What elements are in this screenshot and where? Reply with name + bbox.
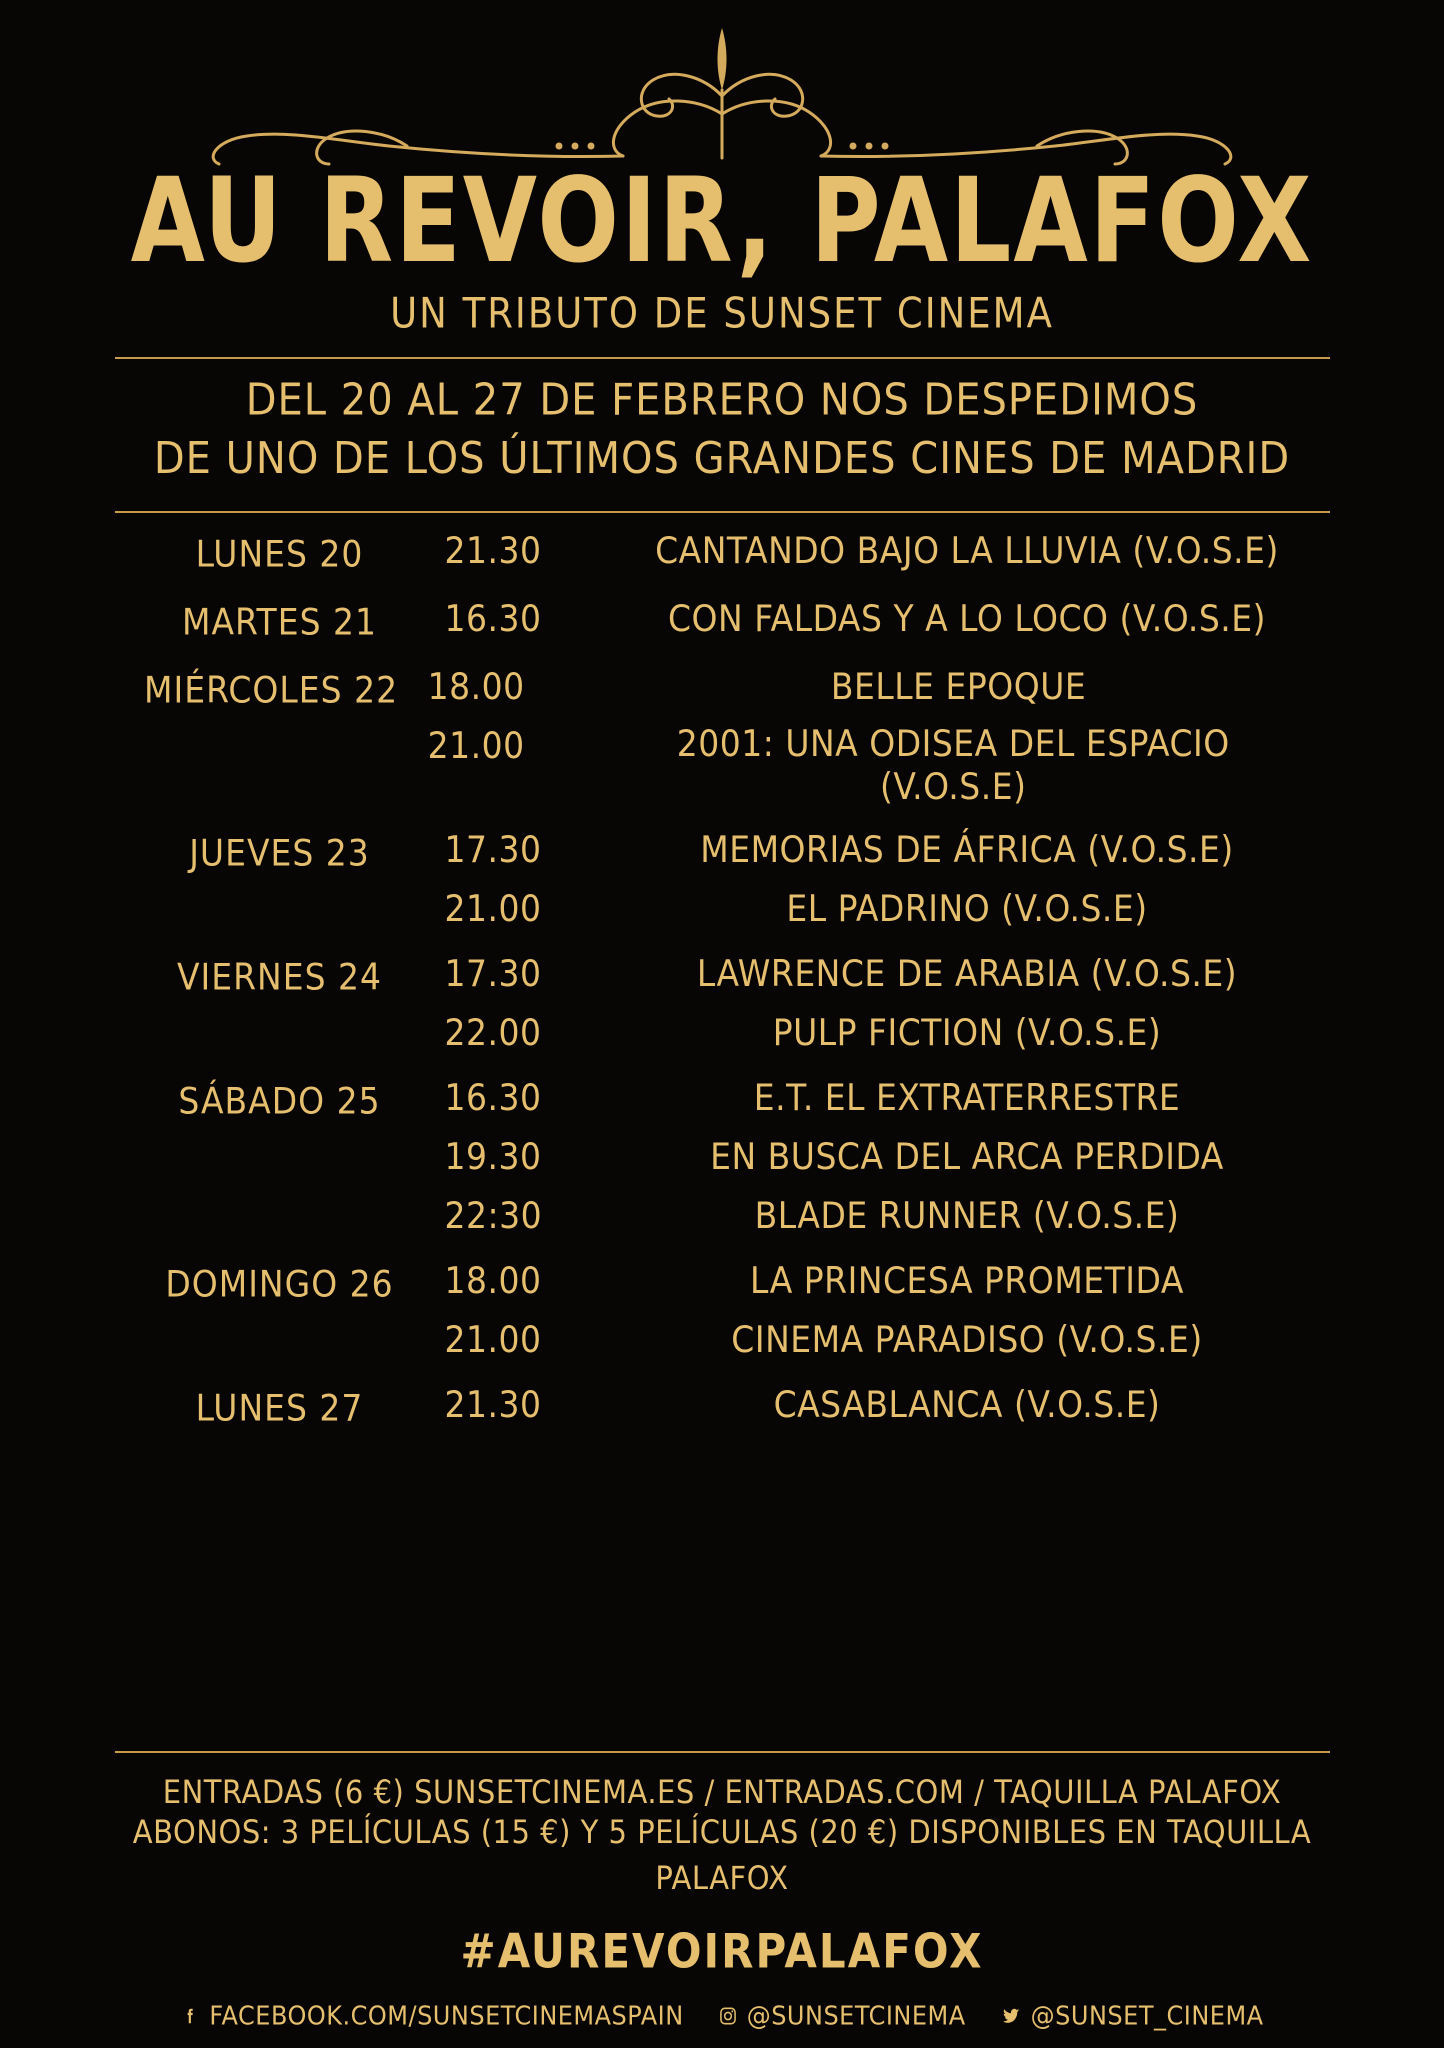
- social-handle-instagram: @SUNSETCINEMA: [746, 2000, 966, 2032]
- schedule-day-row: [115, 827, 1330, 930]
- showtime-row: [444, 951, 1330, 995]
- social-links: [115, 2002, 1330, 2030]
- schedule-day-row: [115, 951, 1330, 1054]
- day-showtimes: [427, 664, 1330, 808]
- showtime-row: [444, 886, 1330, 930]
- showtime-row: [444, 1010, 1330, 1054]
- showtime-row: [444, 528, 1330, 572]
- schedule-day-row: [115, 1382, 1330, 1429]
- day-showtimes: [444, 1075, 1330, 1237]
- day-label: MIÉRCOLES 22: [144, 667, 399, 711]
- show-time: 17.30: [444, 951, 542, 995]
- show-title: E.T. EL EXTRATERRESTRE: [753, 1075, 1181, 1119]
- show-time: 18.00: [444, 1258, 542, 1302]
- day-showtimes: [444, 528, 1330, 572]
- twitter-icon: [1000, 2005, 1022, 2027]
- art-deco-ornament-icon: [107, 18, 1337, 168]
- schedule-day-row: [115, 528, 1330, 575]
- day-label: SÁBADO 25: [178, 1078, 381, 1122]
- divider-top: [115, 357, 1330, 359]
- day-showtimes: [444, 1258, 1330, 1361]
- show-time: 22:30: [444, 1193, 543, 1237]
- social-link-twitter[interactable]: [1000, 2001, 1264, 2031]
- day-label: JUEVES 23: [189, 830, 370, 874]
- show-title: PULP FICTION (V.O.S.E): [772, 1010, 1162, 1054]
- social-link-instagram[interactable]: [718, 2001, 966, 2031]
- day-label: MARTES 21: [181, 599, 377, 643]
- facebook-icon: [180, 2005, 200, 2027]
- instagram-icon: [718, 2005, 738, 2027]
- showtime-row: [444, 1317, 1330, 1361]
- schedule-day-row: [115, 664, 1330, 808]
- schedule-day-row: [115, 1258, 1330, 1361]
- show-time: 21.00: [444, 886, 542, 930]
- show-time: 21.00: [427, 723, 525, 767]
- show-title: CASABLANCA (V.O.S.E): [773, 1382, 1161, 1426]
- show-title: CANTANDO BAJO LA LLUVIA (V.O.S.E): [655, 528, 1279, 572]
- showtime-row: [444, 1075, 1330, 1119]
- schedule-table: [115, 528, 1330, 1751]
- show-time: 22.00: [444, 1010, 542, 1054]
- show-time: 17.30: [444, 827, 542, 871]
- page-subtitle: UN TRIBUTO DE SUNSET CINEMA: [390, 289, 1054, 338]
- footer: [115, 1751, 1330, 2048]
- show-title: BELLE EPOQUE: [830, 664, 1087, 708]
- showtime-row: [427, 664, 1330, 708]
- passes-info: ABONOS: 3 PELÍCULAS (15 €) Y 5 PELÍCULAS (20 €) DISPONIBLES EN TAQUILLA PALAFOX: [132, 1813, 1312, 1897]
- show-time: 16.30: [444, 596, 542, 640]
- showtime-row: [444, 1382, 1330, 1426]
- day-showtimes: [444, 951, 1330, 1054]
- showtime-row: [427, 721, 1330, 808]
- day-showtimes: [444, 827, 1330, 930]
- event-description: [154, 372, 1290, 488]
- show-time: 16.30: [444, 1075, 542, 1119]
- divider-schedule: [115, 511, 1330, 513]
- day-showtimes: [444, 596, 1330, 640]
- social-handle-twitter: @SUNSET_CINEMA: [1030, 2000, 1264, 2032]
- page-title: AU REVOIR, PALAFOX: [130, 152, 1314, 289]
- show-title: EL PADRINO (V.O.S.E): [786, 886, 1148, 930]
- show-title: 2001: UNA ODISEA DEL ESPACIO (V.O.S.E): [676, 721, 1230, 808]
- day-label: LUNES 27: [195, 1385, 364, 1429]
- event-description-line-2: DE UNO DE LOS ÚLTIMOS GRANDES CINES DE MADRID: [153, 433, 1291, 484]
- show-title: CON FALDAS Y A LO LOCO (V.O.S.E): [668, 596, 1266, 640]
- showtime-row: [444, 596, 1330, 640]
- schedule-day-row: [115, 1075, 1330, 1237]
- show-title: CINEMA PARADISO (V.O.S.E): [731, 1317, 1203, 1361]
- day-label: LUNES 20: [195, 531, 364, 575]
- divider-footer: [115, 1751, 1330, 1753]
- social-handle-facebook: FACEBOOK.COM/SUNSETCINEMASPAIN: [209, 2000, 684, 2032]
- showtime-row: [444, 1258, 1330, 1302]
- show-title: LA PRINCESA PROMETIDA: [750, 1258, 1184, 1302]
- show-time: 21.30: [444, 1382, 542, 1426]
- social-link-facebook[interactable]: [180, 2001, 683, 2031]
- tickets-info: ENTRADAS (6 €) SUNSETCINEMA.ES / ENTRADAS.COM / TAQUILLA PALAFOX: [162, 1773, 1282, 1811]
- show-title: LAWRENCE DE ARABIA (V.O.S.E): [696, 951, 1238, 995]
- hashtag: #AUREVOIRPALAFOX: [460, 1924, 984, 1979]
- day-label: DOMINGO 26: [165, 1261, 394, 1305]
- day-label: VIERNES 24: [176, 954, 383, 998]
- day-showtimes: [444, 1382, 1330, 1426]
- showtime-row: [444, 1134, 1330, 1178]
- showtime-row: [444, 827, 1330, 871]
- show-time: 21.30: [444, 528, 542, 572]
- show-time: 19.30: [444, 1134, 542, 1178]
- show-title: MEMORIAS DE ÁFRICA (V.O.S.E): [700, 827, 1234, 871]
- show-title: BLADE RUNNER (V.O.S.E): [754, 1193, 1180, 1237]
- schedule-day-row: [115, 596, 1330, 643]
- event-description-line-1: DEL 20 AL 27 DE FEBRERO NOS DESPEDIMOS: [245, 375, 1199, 426]
- showtime-row: [444, 1193, 1330, 1237]
- show-time: 18.00: [427, 664, 525, 708]
- show-time: 21.00: [444, 1317, 542, 1361]
- show-title: EN BUSCA DEL ARCA PERDIDA: [710, 1134, 1224, 1178]
